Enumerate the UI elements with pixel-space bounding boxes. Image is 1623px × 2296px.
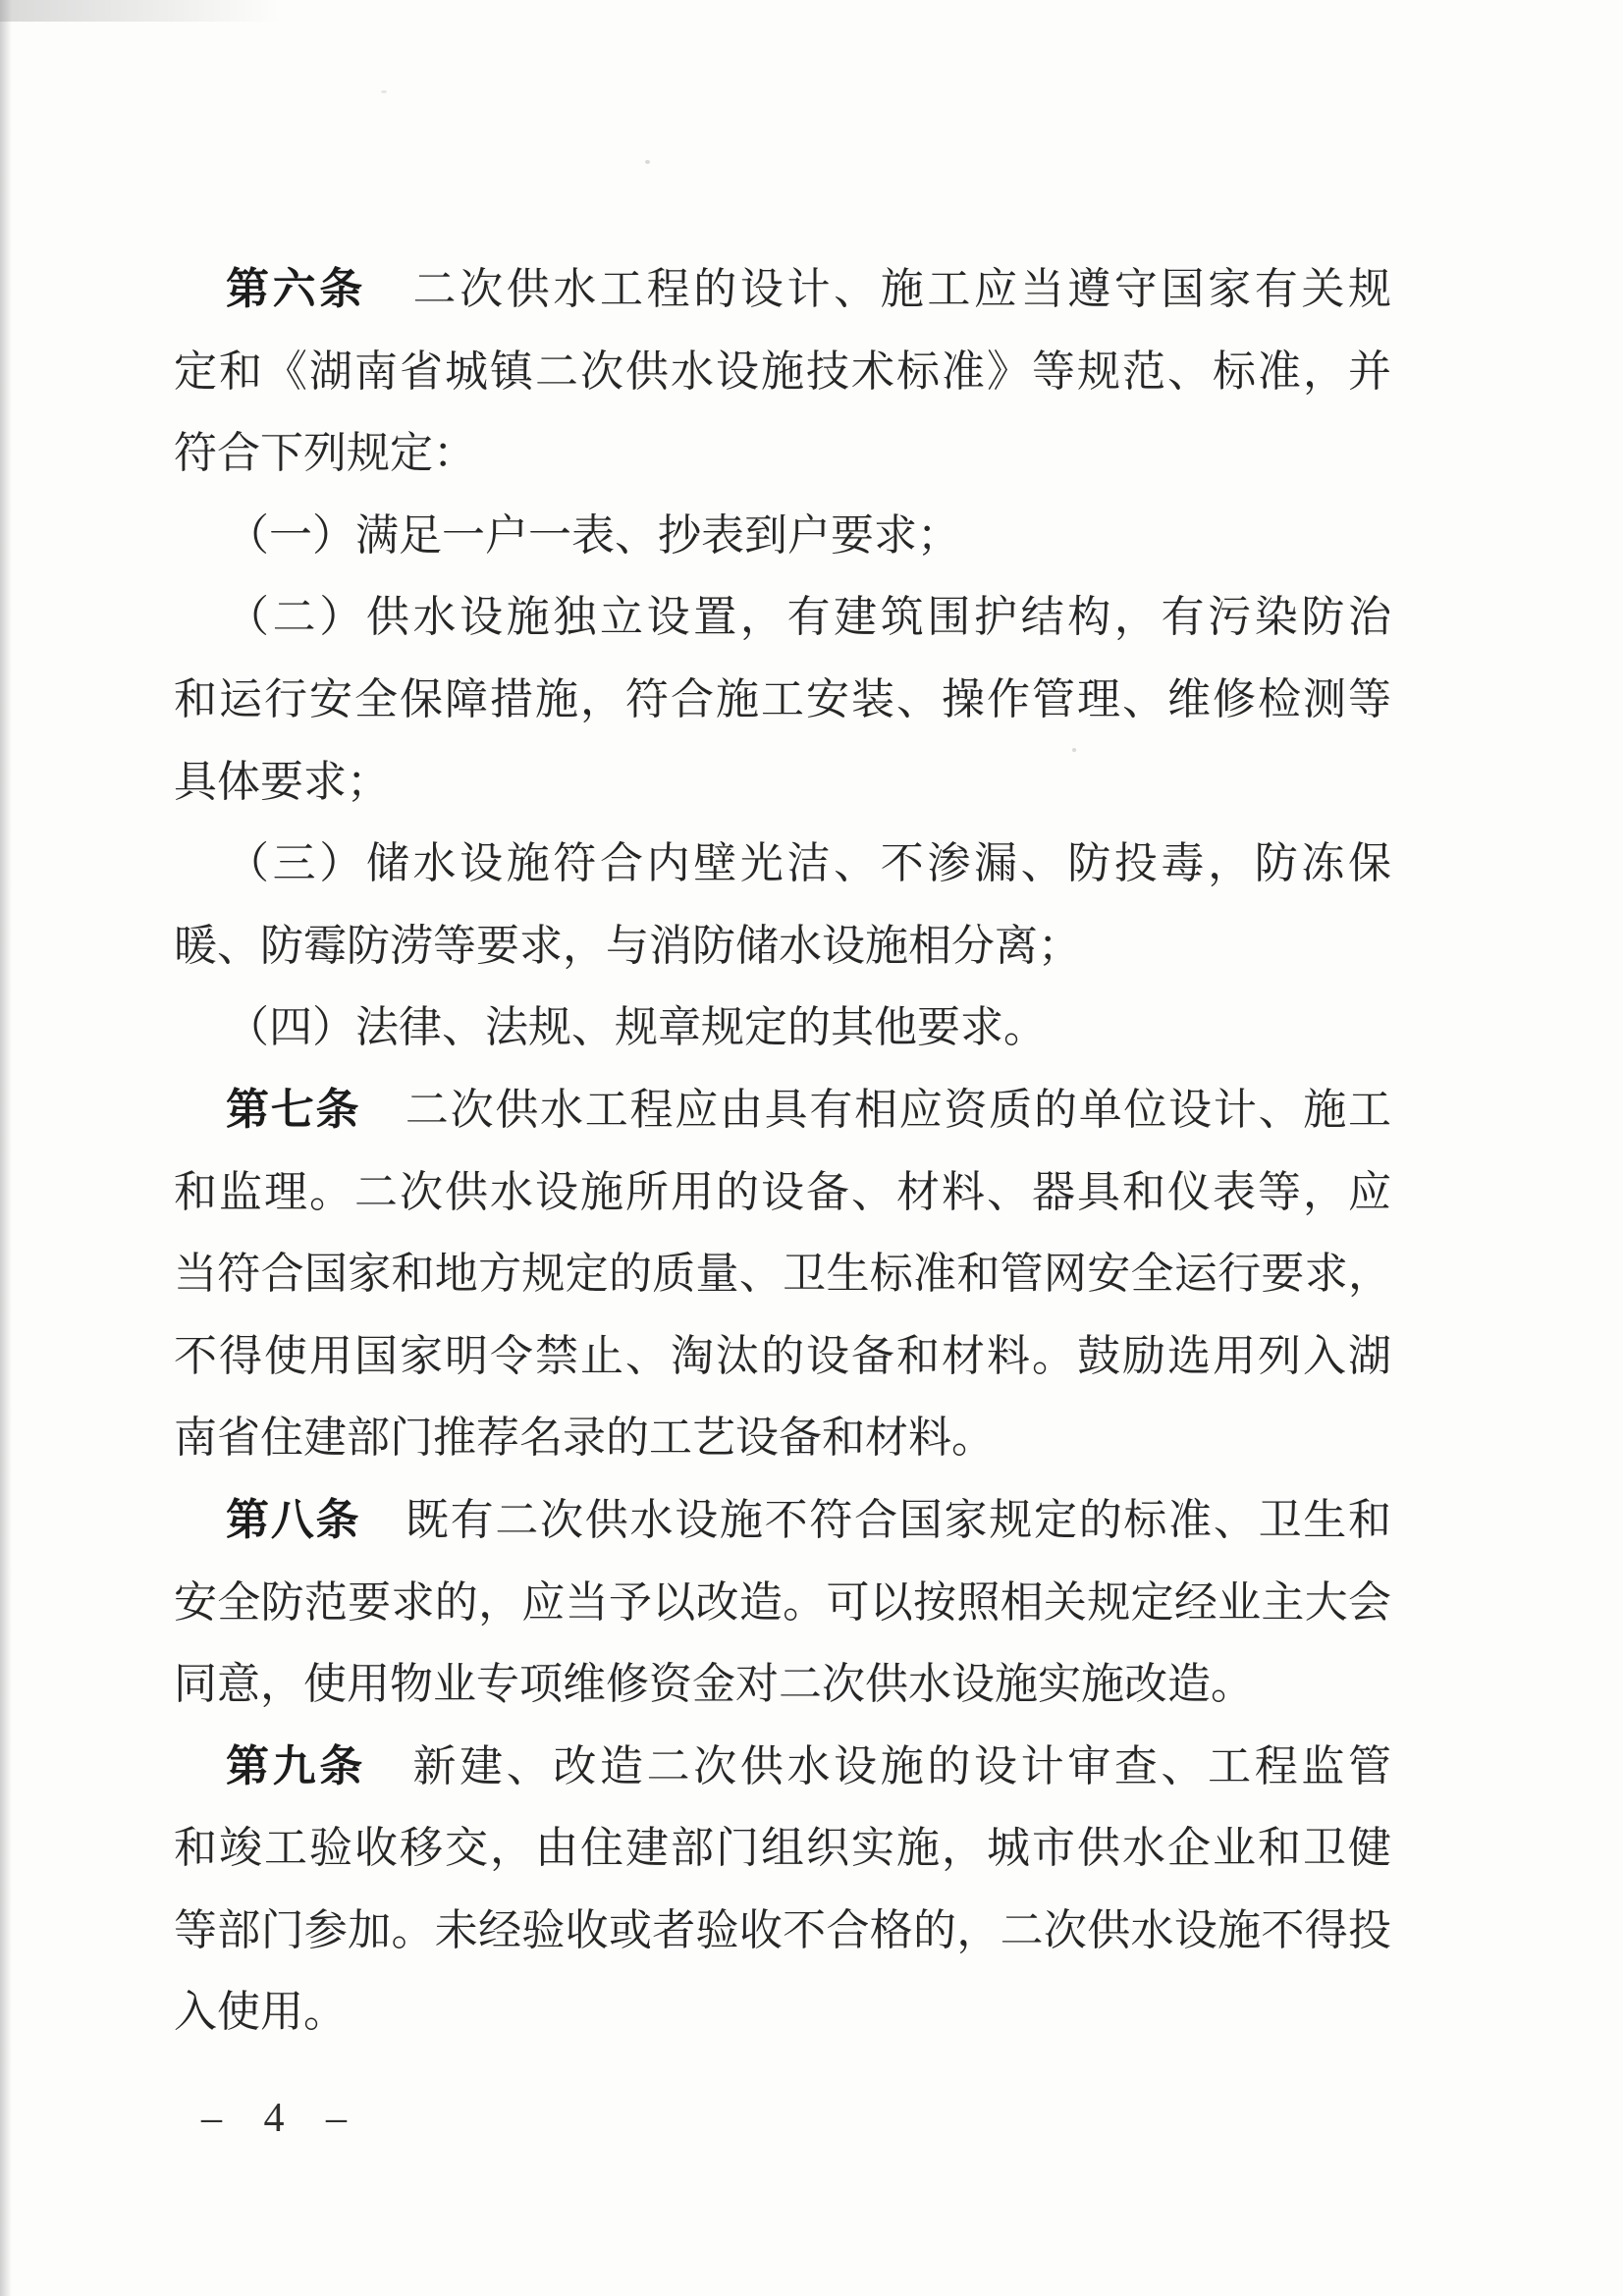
text-line: 定和《湖南省城镇二次供水设施技术标准》等规范、标准，并 [174,347,1391,396]
article-6-item-1 [174,495,1391,577]
text-line: （二）供水设施独立设置，有建筑围护结构，有污染防治 [226,593,1391,642]
page-number: – 4 – [201,2096,362,2141]
text-line: 和竣工验收移交，由住建部门组织实施，城市供水企业和卫健 [174,1824,1391,1873]
text-line: 暖、防霉防涝等要求，与消防储水设施相分离； [174,921,1081,970]
text-line [174,248,1391,331]
text-line: 南省住建部门推荐名录的工艺设备和材料。 [174,1414,995,1463]
text-line: 同意，使用物业专项维修资金对二次供水设施实施改造。 [174,1660,1254,1709]
text-line: 不得使用国家明令禁止、淘汰的设备和材料。鼓励选用列入湖 [174,1331,1391,1380]
text-line: （一）满足一户一表、抄表到户要求； [226,510,960,560]
article-6-item-2 [174,576,1391,823]
text-line: 具体要求； [174,757,390,806]
text-line: 符合下列规定： [174,429,476,478]
text-line [174,1069,1391,1151]
article-8-number: 第八条 [226,1495,361,1544]
text-line: 入使用。 [174,1988,347,2037]
article-8 [174,1479,1391,1726]
article-7-number: 第七条 [226,1085,361,1134]
article-6 [174,248,1391,495]
text-line-content: 既有二次供水设施不符合国家规定的标准、卫生和 [360,1495,1392,1544]
text-line: （四）法律、法规、规章规定的其他要求。 [226,1003,1047,1052]
text-line: （三）储水设施符合内壁光洁、不渗漏、防投毒，防冻保 [226,839,1391,888]
text-line-content: 二次供水工程应由具有相应资质的单位设计、施工 [360,1085,1392,1134]
text-line: 和监理。二次供水设施所用的设备、材料、器具和仪表等，应 [174,1167,1391,1216]
text-line [174,1726,1391,1808]
text-line: 当符合国家和地方规定的质量、卫生标准和管网安全运行要求， [174,1250,1391,1299]
document-body [174,248,1391,2054]
text-line-content: 新建、改造二次供水设施的设计审查、工程监管 [365,1741,1391,1790]
text-line [174,1479,1391,1562]
text-line: 和运行安全保障措施，符合施工安装、操作管理、维修检测等 [174,674,1391,723]
article-6-number: 第六条 [226,265,366,313]
article-9 [174,1726,1391,2054]
article-6-item-3 [174,823,1391,987]
article-7 [174,1069,1391,1479]
article-6-item-4 [174,987,1391,1069]
text-line: 等部门参加。未经验收或者验收不合格的，二次供水设施不得投 [174,1905,1391,1954]
article-9-number: 第九条 [226,1741,366,1790]
scan-speck [645,160,650,164]
text-line-content: 二次供水工程的设计、施工应当遵守国家有关规 [365,265,1391,313]
text-line: 安全防范要求的，应当予以改造。可以按照相关规定经业主大会 [174,1577,1391,1627]
scan-speck [381,90,387,93]
